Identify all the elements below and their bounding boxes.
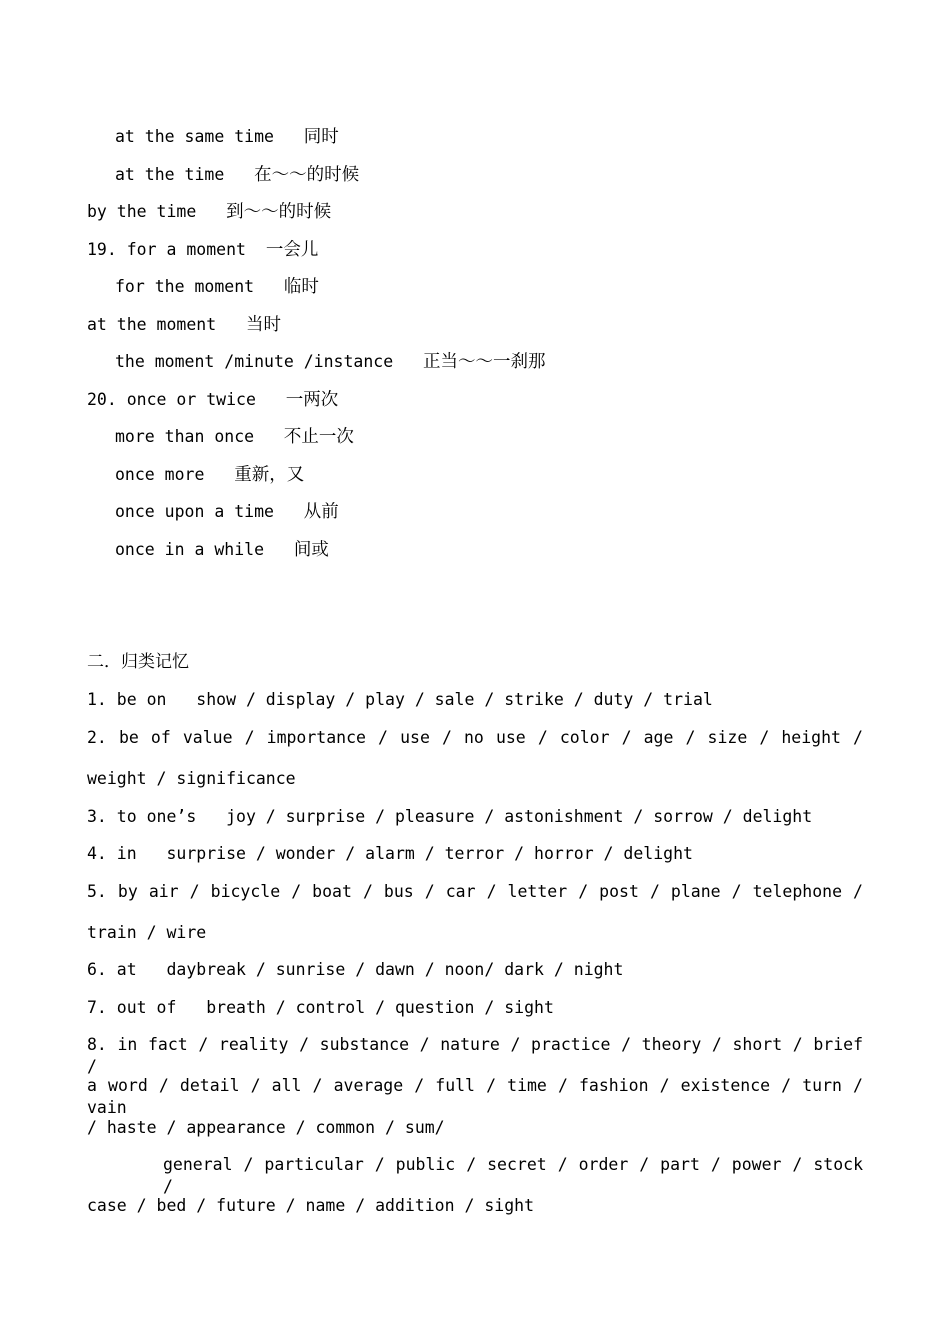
phrase-en: more than once bbox=[115, 427, 255, 446]
phrase-cn: 一两次 bbox=[285, 390, 339, 410]
phrase-en: once in a while bbox=[115, 540, 265, 559]
phrase-line bbox=[115, 126, 339, 148]
category-line: 5. by air / bicycle / boat / bus / car / letter / post / plane / telephone / bbox=[87, 882, 863, 901]
phrase-line bbox=[115, 539, 329, 561]
phrase-line bbox=[87, 314, 281, 336]
phrase-cn: 在～～的时候 bbox=[254, 165, 360, 185]
category-line: 8. in fact / reality / substance / nature / practice / theory / short / brief / bbox=[87, 1035, 863, 1076]
phrase-cn: 到～～的时候 bbox=[226, 202, 332, 222]
category-line: 6. at daybreak / sunrise / dawn / noon/ dark / night bbox=[87, 960, 624, 979]
category-line: 4. in surprise / wonder / alarm / terror / horror / delight bbox=[87, 844, 693, 863]
phrase-line bbox=[115, 426, 354, 448]
phrase-cn: 间或 bbox=[293, 540, 329, 560]
phrase-en: at the moment bbox=[87, 315, 217, 334]
phrase-line bbox=[115, 164, 359, 186]
phrase-cn: 一会儿 bbox=[265, 240, 319, 260]
phrase-cn: 重新，又 bbox=[234, 465, 305, 485]
category-line: weight / significance bbox=[87, 769, 296, 788]
phrase-cn: 从前 bbox=[303, 502, 339, 522]
category-line: / haste / appearance / common / sum/ bbox=[87, 1118, 445, 1137]
phrase-cn: 同时 bbox=[303, 127, 339, 147]
category-line: 1. be on show / display / play / sale / strike / duty / trial bbox=[87, 690, 713, 709]
phrase-line bbox=[115, 464, 304, 486]
phrase-line bbox=[115, 276, 319, 298]
phrase-cn: 不止一次 bbox=[283, 427, 354, 447]
phrase-en: at the same time bbox=[115, 127, 274, 146]
phrase-line bbox=[87, 239, 318, 261]
category-line: 7. out of breath / control / question / sight bbox=[87, 998, 554, 1017]
phrase-en: for the moment bbox=[115, 277, 255, 296]
phrase-line bbox=[115, 351, 545, 373]
phrase-line bbox=[87, 389, 338, 411]
phrase-en: 20. once or twice bbox=[87, 390, 256, 409]
phrase-en: by the time bbox=[87, 202, 197, 221]
phrase-line bbox=[115, 501, 339, 523]
phrase-cn: 正当～～一刹那 bbox=[422, 352, 546, 372]
category-line: 3. to one’s joy / surprise / pleasure / astonishment / sorrow / delight bbox=[87, 807, 813, 826]
phrase-en: the moment /minute /instance bbox=[115, 352, 394, 371]
category-line: case / bed / future / name / addition / sight bbox=[87, 1196, 535, 1215]
phrase-en: once upon a time bbox=[115, 502, 274, 521]
category-line: 2. be of value / importance / use / no use / color / age / size / height / bbox=[87, 728, 863, 747]
category-line: general / particular / public / secret / order / part / power / stock / bbox=[163, 1155, 863, 1196]
phrase-line bbox=[87, 201, 331, 223]
category-line: a word / detail / all / average / full / time / fashion / existence / turn / vain bbox=[87, 1076, 863, 1117]
phrase-en: once more bbox=[115, 465, 205, 484]
phrase-en: at the time bbox=[115, 165, 225, 184]
phrase-cn: 当时 bbox=[245, 315, 281, 335]
phrase-cn: 临时 bbox=[283, 277, 319, 297]
phrase-en: 19. for a moment bbox=[87, 240, 246, 259]
section-heading: 二．归类记忆 bbox=[87, 652, 189, 672]
category-line: train / wire bbox=[87, 923, 207, 942]
